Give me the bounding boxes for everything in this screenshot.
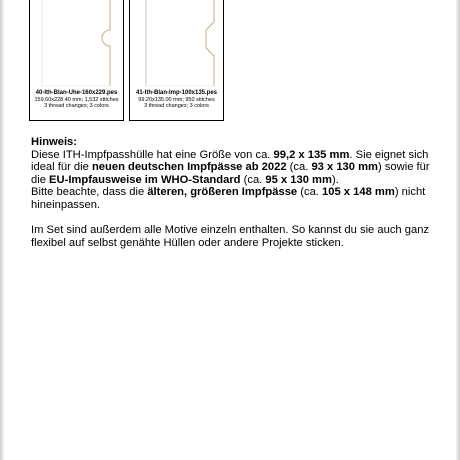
file-colors: 3 thread changes; 3 colors — [44, 103, 109, 109]
file-name: 41-Ith-Blan-Imp-100x135.pes — [135, 90, 218, 96]
note-heading: Hinweis: — [31, 136, 78, 148]
note-section — [31, 136, 431, 249]
page-edge-right — [456, 0, 460, 460]
file-dimensions: 159.60x228.40 mm; 1,532 stitches — [34, 97, 119, 103]
design-preview-2 — [130, 0, 223, 90]
file-colors: 3 thread changes; 3 colors — [144, 103, 209, 109]
note-paragraph-1: Diese ITH-Impfpasshülle hat eine Größe von ca. 99,2 x 135 mm. Sie eignet sich ideal für die neuen deutschen Impfpässe ab 2022 (ca. 93 x 130 mm) sowie für die EU-Impfausweise im WHO-Standard (ca. 95 x 130 mm). — [31, 148, 430, 186]
page-edge-left — [0, 0, 4, 460]
set-info-paragraph: Im Set sind außerdem alle Motive einzeln enthalten. So kannst du sie auch ganz flexibel auf selbst genähte Hüllen oder andere Projekte sticken. — [31, 224, 430, 249]
design-preview-1 — [30, 0, 123, 90]
file-dimensions: 99.20x135.00 mm; 950 stitches — [138, 97, 215, 103]
design-thumbnail-2 — [129, 0, 224, 121]
design-thumbnail-1 — [29, 0, 124, 121]
file-name: 40-Ith-Blan-Uhe-160x229.pes — [35, 90, 118, 96]
note-paragraph-2: Bitte beachte, dass die älteren, größeren Impfpässe (ca. 105 x 148 mm) nicht hineinpassen. — [31, 186, 426, 211]
